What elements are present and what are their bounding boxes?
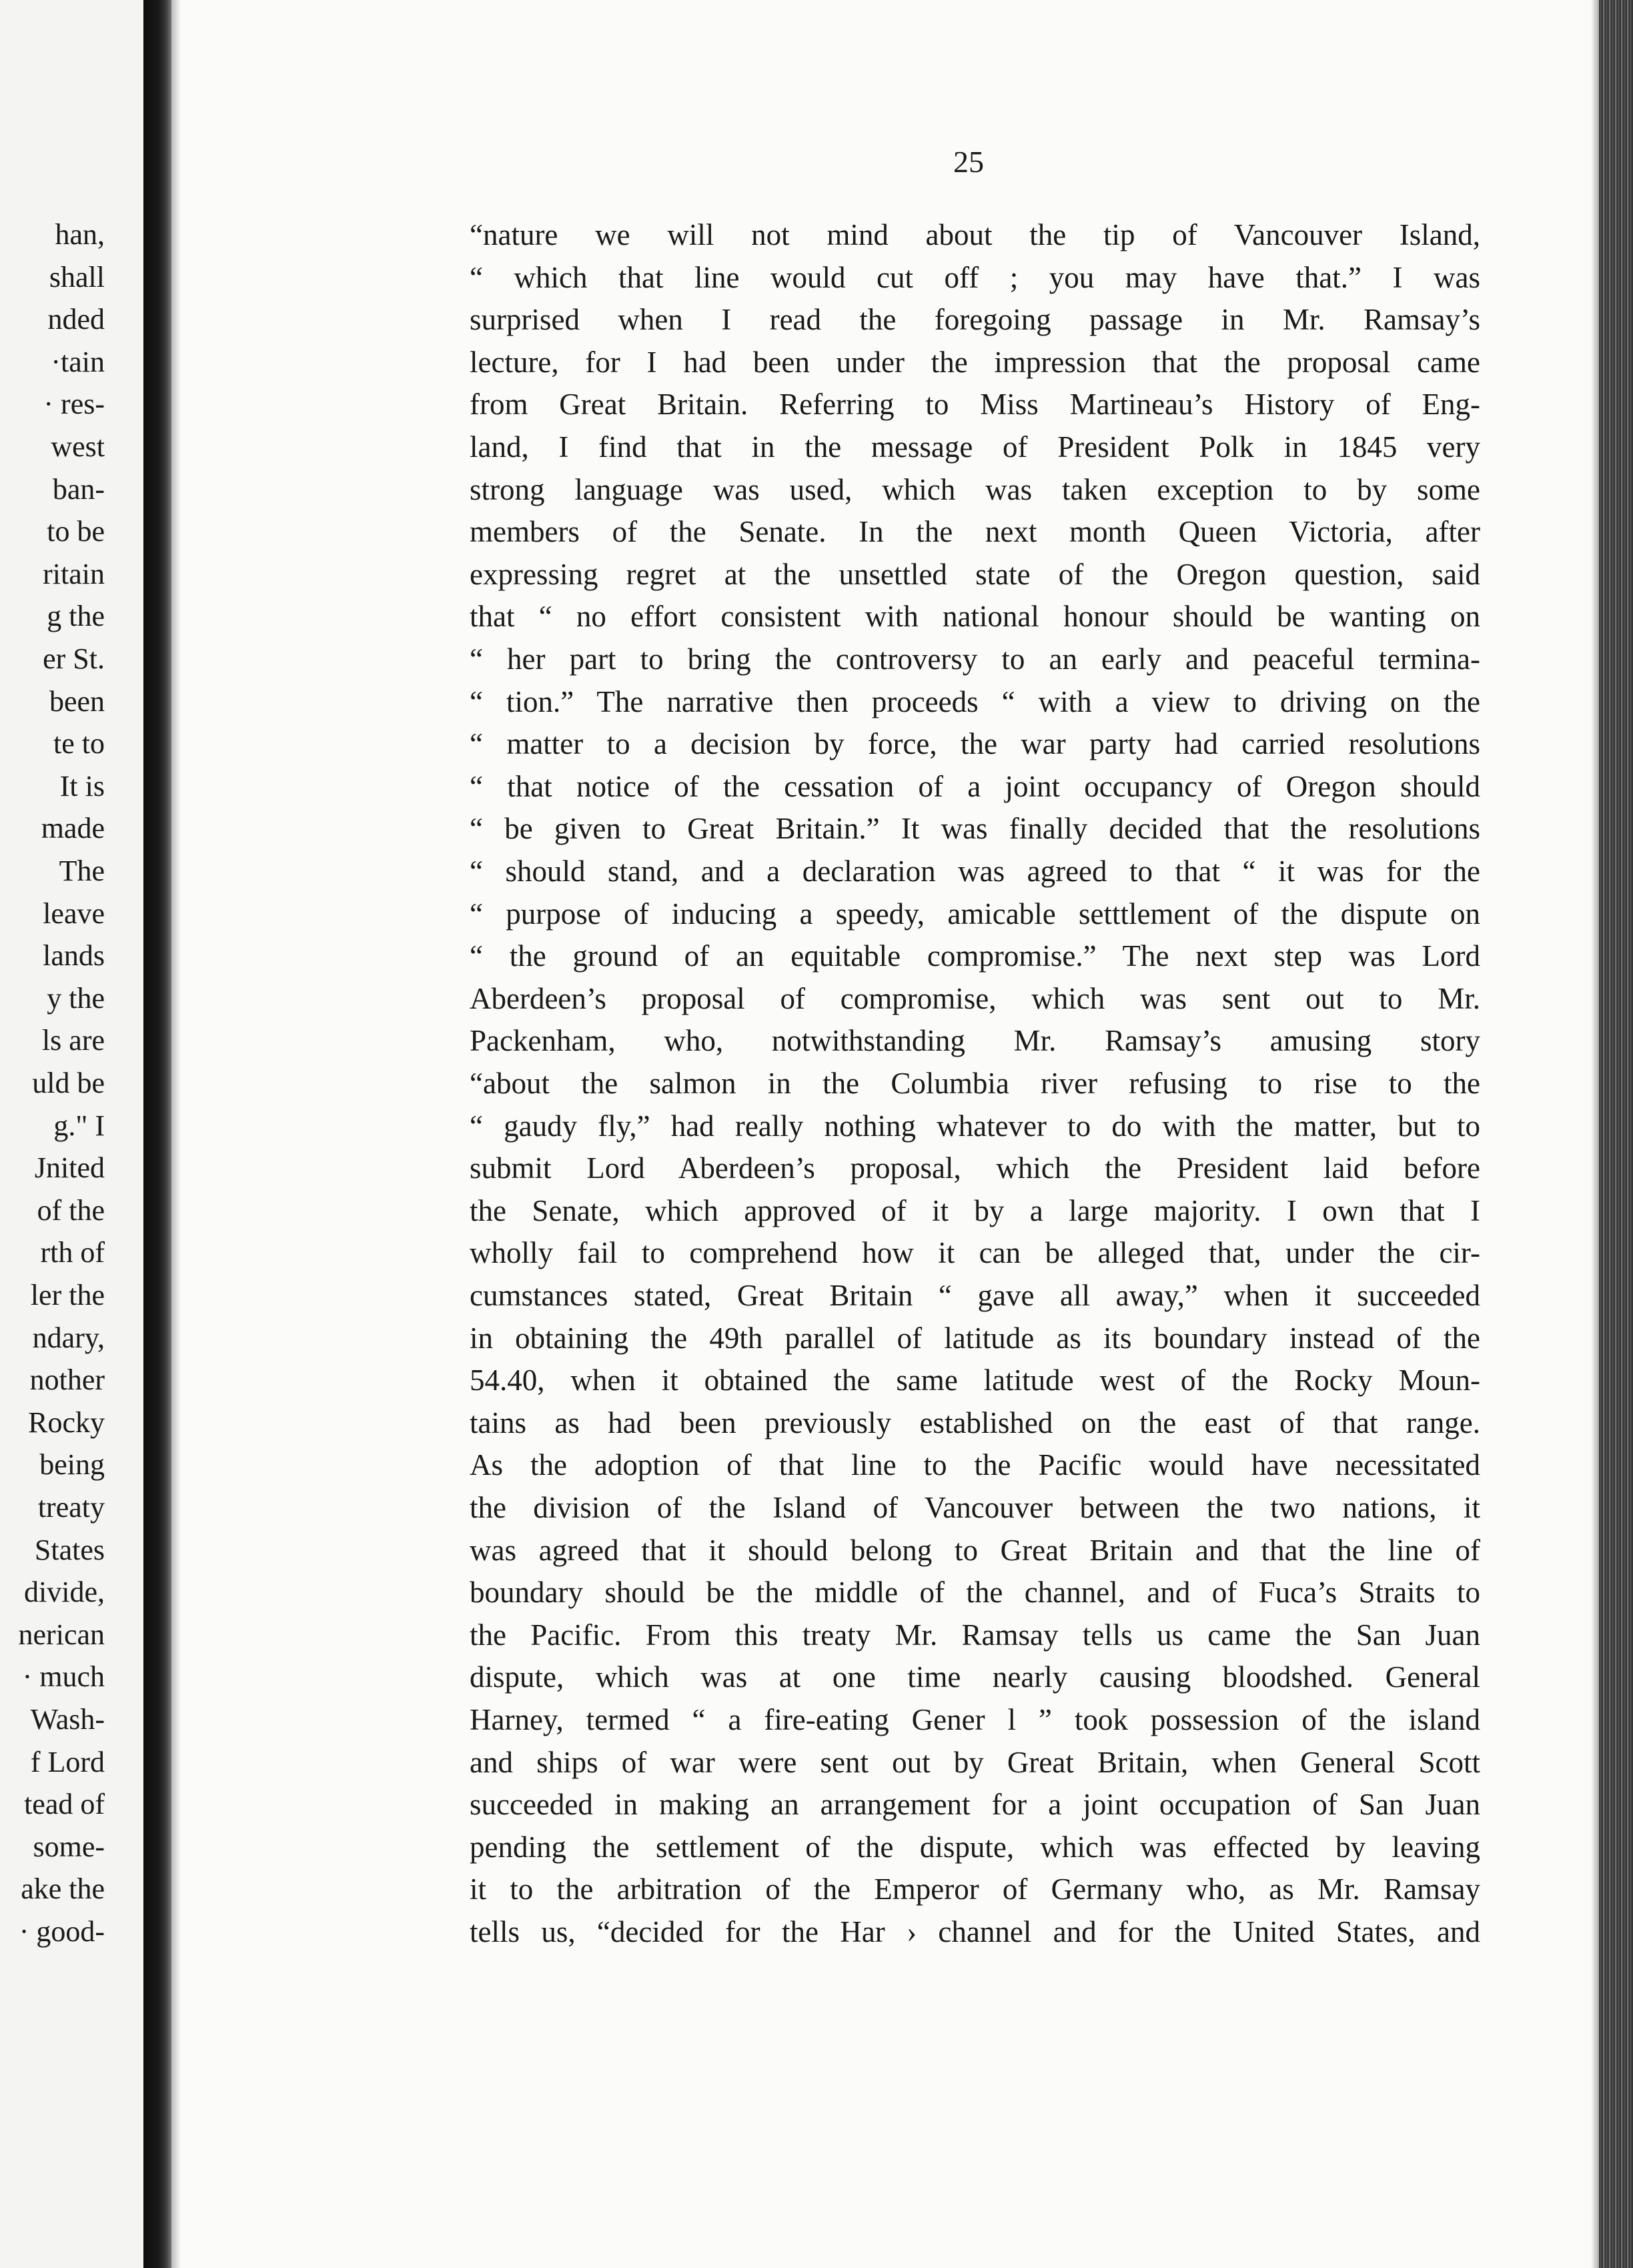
facing-page-line: It is: [59, 769, 105, 802]
facing-page-line: of the: [37, 1193, 105, 1227]
body-text-line: it to the arbitration of the Emperor of Germany who, as Mr. Ramsay: [470, 1872, 1480, 1906]
body-text-line: “ that notice of the cessation of a joint occupancy of Oregon should: [470, 769, 1480, 803]
page-stack-edge: [1599, 0, 1633, 2268]
body-text-line: “ should stand, and a declaration was agreed to that “ it was for the: [470, 855, 1480, 888]
body-text-line: tells us, “decided for the Har › channel and for the United States, and: [470, 1915, 1480, 1948]
facing-page-line: · res-: [43, 388, 105, 421]
facing-page-line: ndary,: [32, 1321, 105, 1354]
body-text-line: the Senate, which approved of it by a large majority. I own that I: [470, 1193, 1480, 1227]
body-text-line: land, I find that in the message of President Polk in 1845 very: [470, 430, 1480, 464]
body-text-line: surprised when I read the foregoing passage in Mr. Ramsay’s: [470, 303, 1480, 337]
facing-page-line: · much: [22, 1660, 105, 1694]
facing-page-line: been: [49, 684, 105, 718]
facing-page-line: ls are: [41, 1024, 105, 1057]
body-text-line: from Great Britain. Referring to Miss Martineau’s History of Eng-: [470, 388, 1480, 422]
facing-page-line: west: [51, 430, 105, 463]
body-text-line: Packenham, who, notwithstanding Mr. Ramsay’s amusing story: [470, 1024, 1480, 1058]
body-text-line: the Pacific. From this treaty Mr. Ramsay tells us came the San Juan: [470, 1618, 1480, 1652]
body-text-line: was agreed that it should belong to Great Britain and that the line of: [470, 1533, 1480, 1567]
facing-page-line: uld be: [32, 1067, 105, 1099]
facing-page-line: tead of: [24, 1788, 105, 1821]
body-text-line: “ her part to bring the controversy to an early and peaceful termina-: [470, 642, 1480, 676]
book-page: [171, 0, 1599, 2268]
body-text-line: 54.40, when it obtained the same latitude west of the Rocky Moun-: [470, 1363, 1480, 1397]
body-text-line: in obtaining the 49th parallel of latitude as its boundary instead of the: [470, 1321, 1480, 1355]
body-text-line: “ be given to Great Britain.” It was finally decided that the resolutions: [470, 812, 1480, 846]
facing-page-line: Jnited: [34, 1151, 105, 1185]
facing-page-line: shall: [49, 260, 105, 294]
facing-page-left: [0, 0, 143, 2268]
body-text-line: As the adoption of that line to the Pacific would have necessitated: [470, 1448, 1480, 1482]
body-text-line: pending the settlement of the dispute, which was effected by leaving: [470, 1830, 1480, 1864]
gutter-shadow: [171, 0, 181, 2268]
body-text-line: “ matter to a decision by force, the war party had carried resolutions: [470, 727, 1480, 761]
body-text-line: “nature we will not mind about the tip of Vancouver Island,: [470, 218, 1480, 251]
facing-page-line: ritain: [43, 557, 105, 590]
body-text-line: “ gaudy fly,” had really nothing whatever to do with the matter, but to: [470, 1109, 1480, 1143]
facing-page-line: nerican: [18, 1618, 105, 1651]
facing-page-line: y the: [47, 981, 105, 1015]
facing-page-line: Rocky: [28, 1405, 105, 1439]
facing-page-line: The: [59, 855, 105, 887]
body-text-line: members of the Senate. In the next month Queen Victoria, after: [470, 515, 1480, 549]
page-number: 25: [953, 145, 984, 179]
facing-page-line: leave: [43, 897, 105, 930]
facing-page-line: te to: [53, 727, 105, 760]
body-text-line: “ the ground of an equitable compromise.” The next step was Lord: [470, 939, 1480, 973]
facing-page-line: han,: [55, 218, 105, 251]
facing-page-line: · good-: [19, 1915, 105, 1948]
facing-page-line: Wash-: [30, 1703, 105, 1736]
facing-page-line: ler the: [30, 1279, 105, 1311]
body-text-line: “ tion.” The narrative then proceeds “ with a view to driving on the: [470, 684, 1480, 718]
body-text-line: Harney, termed “ a fire-eating Gener l ” took possession of the island: [470, 1703, 1480, 1736]
facing-page-line: divide,: [24, 1576, 105, 1609]
facing-page-line: ·tain: [51, 345, 105, 378]
facing-page-line: nother: [29, 1363, 105, 1397]
body-text-line: submit Lord Aberdeen’s proposal, which the President laid before: [470, 1151, 1480, 1185]
body-text-line: that “ no effort consistent with national honour should be wanting on: [470, 600, 1480, 634]
book-gutter: [143, 0, 171, 2268]
facing-page-line: nded: [47, 303, 105, 336]
body-text-line: tains as had been previously established on the east of that range.: [470, 1405, 1480, 1440]
facing-page-line: to be: [47, 515, 105, 548]
facing-page-line: States: [34, 1533, 105, 1566]
body-text-line: cumstances stated, Great Britain “ gave all away,” when it succeeded: [470, 1279, 1480, 1312]
facing-page-line: some-: [33, 1830, 105, 1863]
facing-page-line: rth of: [40, 1236, 105, 1269]
body-text-line: succeeded in making an arrangement for a joint occupation of San Juan: [470, 1788, 1480, 1822]
facing-page-line: treaty: [37, 1491, 105, 1524]
body-text-line: wholly fail to comprehend how it can be alleged that, under the cir-: [470, 1236, 1480, 1270]
body-text-line: “about the salmon in the Columbia river refusing to rise to the: [470, 1067, 1480, 1100]
body-text-line: expressing regret at the unsettled state of the Oregon question, said: [470, 557, 1480, 591]
body-text-line: dispute, which was at one time nearly causing bloodshed. General: [470, 1660, 1480, 1694]
facing-page-line: g the: [47, 600, 105, 633]
body-text-line: Aberdeen’s proposal of compromise, which was sent out to Mr.: [470, 981, 1480, 1015]
facing-page-line: lands: [43, 939, 105, 973]
facing-page-line: er St.: [43, 642, 105, 675]
body-text-line: strong language was used, which was taken exception to by some: [470, 472, 1480, 506]
facing-page-line: ban-: [52, 472, 105, 506]
body-text-line: lecture, for I had been under the impression that the proposal came: [470, 345, 1480, 379]
facing-page-line: ake the: [21, 1872, 105, 1906]
facing-page-line: f Lord: [30, 1745, 105, 1778]
body-text-line: “ purpose of inducing a speedy, amicable setttlement of the dispute on: [470, 897, 1480, 931]
body-text-line: boundary should be the middle of the channel, and of Fuca’s Straits to: [470, 1576, 1480, 1610]
body-text-line: “ which that line would cut off ; you may have that.” I was: [470, 260, 1480, 294]
body-text-line: and ships of war were sent out by Great Britain, when General Scott: [470, 1745, 1480, 1779]
facing-page-line: made: [41, 812, 105, 845]
facing-page-line: being: [39, 1448, 105, 1482]
facing-page-line: g." I: [53, 1109, 105, 1142]
body-text-line: the division of the Island of Vancouver between the two nations, it: [470, 1491, 1480, 1524]
